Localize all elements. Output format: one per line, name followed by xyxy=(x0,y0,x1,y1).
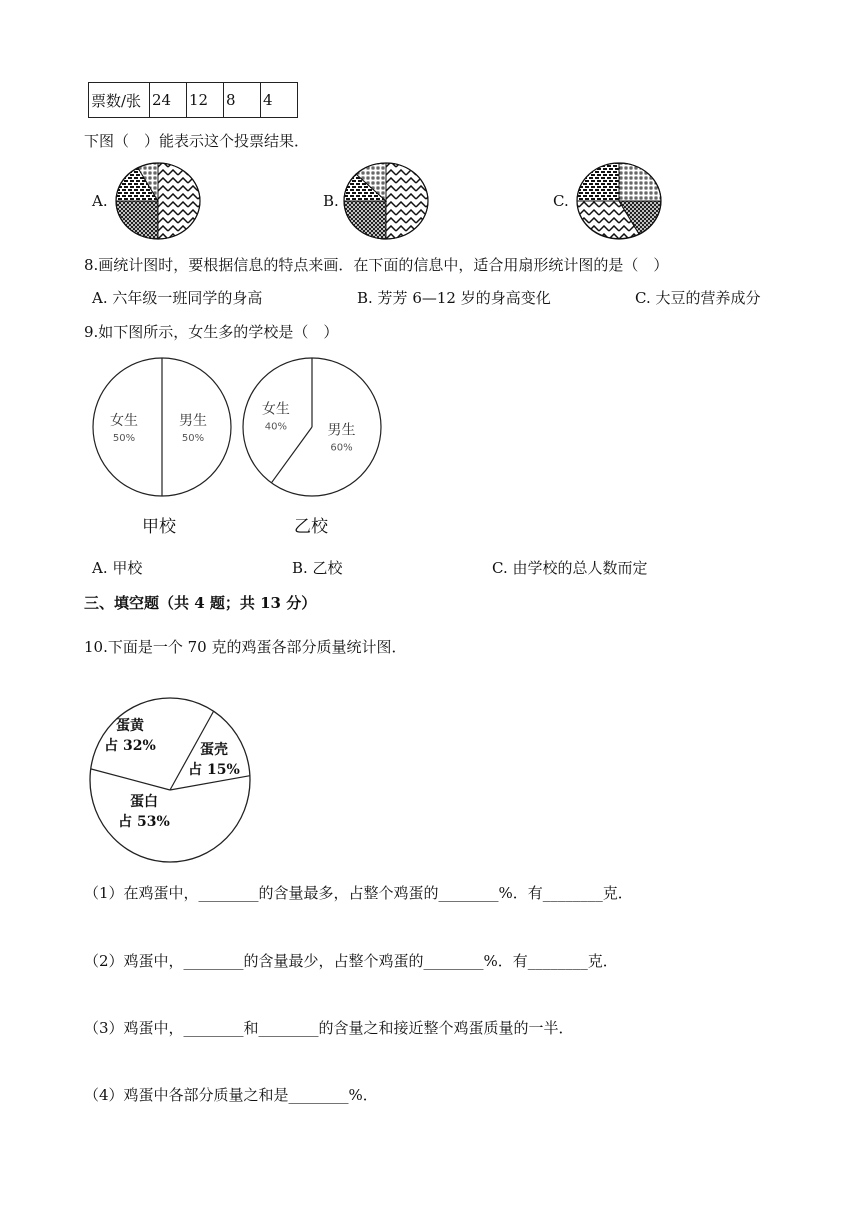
table-cell: 4 xyxy=(261,83,298,118)
q10-intro: 10.下面是一个 70 克的鸡蛋各部分质量统计图． xyxy=(84,638,407,656)
pie-egg-category-label: 蛋白 xyxy=(130,794,158,810)
q7-prompt: 下图（ ）能表示这个投票结果． xyxy=(84,132,310,150)
pie-jia-category-label: 女生 xyxy=(110,413,139,429)
pie-egg-category-label: 蛋壳 xyxy=(200,742,228,758)
q7-option-c-label: C. xyxy=(553,192,569,210)
pie-a-slice-zigzag xyxy=(158,163,200,239)
q8-question: 8.画统计图时，要根据信息的特点来画．在下面的信息中，适合用扇形统计图的是（ ） xyxy=(84,256,669,274)
table-row xyxy=(89,83,298,118)
q9-option-c[interactable]: C. 由学校的总人数而定 xyxy=(492,559,648,577)
pie-jia-percent-label: 50% xyxy=(181,433,205,444)
q10-sub1: （1）在鸡蛋中，________的含量最多，占整个鸡蛋的________%．有________克． xyxy=(84,884,633,902)
pie-yi-percent-label: 60% xyxy=(330,442,353,454)
q10-sub3: （3）鸡蛋中，________和________的含量之和接近整个鸡蛋质量的一半． xyxy=(84,1019,574,1037)
pie-chart-yi xyxy=(240,357,384,499)
pie-option-c[interactable] xyxy=(577,162,661,240)
pie-jia-category-label: 男生 xyxy=(179,413,208,429)
vote-table xyxy=(88,82,298,118)
pie-yi-percent-label: 40% xyxy=(264,421,288,433)
q7-option-a-label: A. xyxy=(92,192,108,210)
pie-egg-percent-label: 占 15% xyxy=(188,762,240,778)
pie-c-slice-bricks xyxy=(577,163,619,201)
pie-egg-percent-label: 占 32% xyxy=(104,738,156,754)
pie-c-slice-dots xyxy=(619,163,661,201)
q9-question: 9.如下图所示，女生多的学校是（ ） xyxy=(84,323,339,341)
pie-jia-percent-label: 50% xyxy=(112,433,136,444)
pie-b-slice-zigzag xyxy=(386,163,428,239)
pie-egg-percent-label: 占 53% xyxy=(118,814,170,830)
pie-option-a[interactable] xyxy=(116,162,200,240)
pie-egg-category-label: 蛋黄 xyxy=(116,718,144,734)
table-cell: 12 xyxy=(187,83,224,118)
pie-a-slice-cross xyxy=(116,201,158,239)
table-cell: 8 xyxy=(224,83,261,118)
pie-chart-jia xyxy=(90,357,234,499)
pie-option-b[interactable] xyxy=(344,162,428,240)
chart-title-yi: 乙校 xyxy=(294,517,328,537)
q9-option-a[interactable]: A. 甲校 xyxy=(92,559,143,577)
q10-sub2: （2）鸡蛋中，________的含量最少，占整个鸡蛋的________%．有________克． xyxy=(84,952,618,970)
q10-sub4: （4）鸡蛋中各部分质量之和是________%． xyxy=(84,1086,378,1104)
table-cell: 24 xyxy=(150,83,187,118)
table-header-cell: 票数/张 xyxy=(89,83,150,118)
chart-title-jia: 甲校 xyxy=(142,517,176,537)
q8-option-a[interactable]: A. 六年级一班同学的身高 xyxy=(92,289,263,307)
q7-option-b-label: B. xyxy=(323,192,339,210)
section-heading: 三、填空题（共 4 题；共 13 分） xyxy=(84,594,317,612)
q8-option-c[interactable]: C. 大豆的营养成分 xyxy=(635,289,761,307)
pie-b-slice-cross xyxy=(344,201,386,239)
q9-option-b[interactable]: B. 乙校 xyxy=(292,559,343,577)
pie-chart-egg xyxy=(86,694,254,866)
pie-yi-category-label: 男生 xyxy=(327,422,356,439)
q8-option-b[interactable]: B. 芳芳 6—12 岁的身高变化 xyxy=(357,289,551,307)
pie-yi-category-label: 女生 xyxy=(261,401,290,418)
